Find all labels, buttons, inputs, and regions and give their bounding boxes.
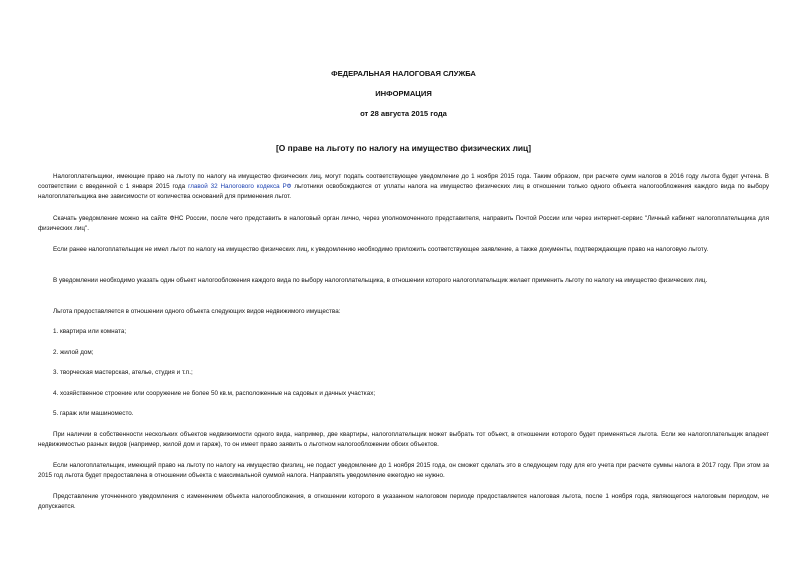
document-subject: [О праве на льготу по налогу на имущество физических лиц] — [276, 143, 531, 153]
list-item-3: 3. творческая мастерская, ателье, студия и т.п.; — [53, 369, 193, 376]
paragraph-8: Представление уточненного уведомления с изменением объекта налогообложения, в отношении которого в указанном налоговом периоде предоставляется налоговая льгота, после 1 ноября года, являющегося налоговым периодом, не допускается. — [38, 493, 769, 510]
paragraph-3: Если ранее налогоплательщик не имел льгот по налогу на имущество физических лиц, к уведомлению необходимо приложить соответствующее заявление, а также документы, подтверждающие право на налоговую льготу. — [53, 246, 709, 253]
document-type-heading: ИНФОРМАЦИЯ — [375, 89, 432, 98]
paragraph-7: Если налогоплательщик, имеющий право на льготу по налогу на имущество физлиц, не подаст уведомление до 1 ноября 2015 года, он сможет сделать это в следующем году для его учета при расчете суммы налога в 2017 году. При этом за 2015 год льгота будет предоставлена в отношении объекта с максимальной суммой налога. Направлять уведомление ежегодно не нужно. — [38, 462, 769, 479]
paragraph-1-text-b: льготники освобождаются от уплаты налога на имущество физических лиц в отношении только одного объекта налогообложения каждого вида по выбору налогоплательщика вне зависимости от количества оснований для применения льгот. — [38, 183, 769, 200]
paragraph-1-text-a: Налогоплательщики, имеющие право на льготу по налогу на имущество физических лиц, могут подать соответствующее уведомление до 1 ноября 2015 года. Таким образом, при расчете сумм налогов в 2016 году льгота будет учтена. В соответствии с введенной с 1 января 2015 года — [38, 173, 769, 190]
list-item-2: 2. жилой дом; — [53, 349, 94, 356]
paragraph-6: При наличии в собственности нескольких объектов недвижимости одного вида, например, две квартиры, налогоплательщик может выбрать тот объект, в отношении которого будет применяться льгота. Если же налогоплательщик владеет недвижимостью разных видов (например, жилой дом и гараж), то он имеет право заявить о льготном налогообложении обоих объектов. — [38, 431, 769, 448]
tax-code-link[interactable]: главой 32 Налогового кодекса РФ — [188, 183, 292, 190]
paragraph-1 — [38, 172, 769, 202]
list-item-4: 4. хозяйственное строение или сооружение не более 50 кв.м, расположенные на садовых и дачных участках; — [53, 390, 376, 397]
list-item-5: 5. гараж или машиноместо. — [53, 410, 134, 417]
document-date: от 28 августа 2015 года — [360, 109, 447, 118]
paragraph-2: Скачать уведомление можно на сайте ФНС России, после чего представить в налоговый орган лично, через уполномоченного представителя, направить Почтой России или через интернет-сервис "Личный кабинет налогоплательщика для физических лиц". — [38, 215, 769, 232]
list-item-1: 1. квартира или комната; — [53, 328, 127, 335]
paragraph-4: В уведомлении необходимо указать один объект налогообложения каждого вида по выбору налогоплательщика, в отношении которого налогоплательщик желает применить льготу по налогу на имущество физических лиц. — [53, 277, 708, 284]
paragraph-5: Льгота предоставляется в отношении одного объекта следующих видов недвижимого имущества: — [53, 308, 341, 315]
agency-heading: ФЕДЕРАЛЬНАЯ НАЛОГОВАЯ СЛУЖБА — [331, 69, 476, 78]
